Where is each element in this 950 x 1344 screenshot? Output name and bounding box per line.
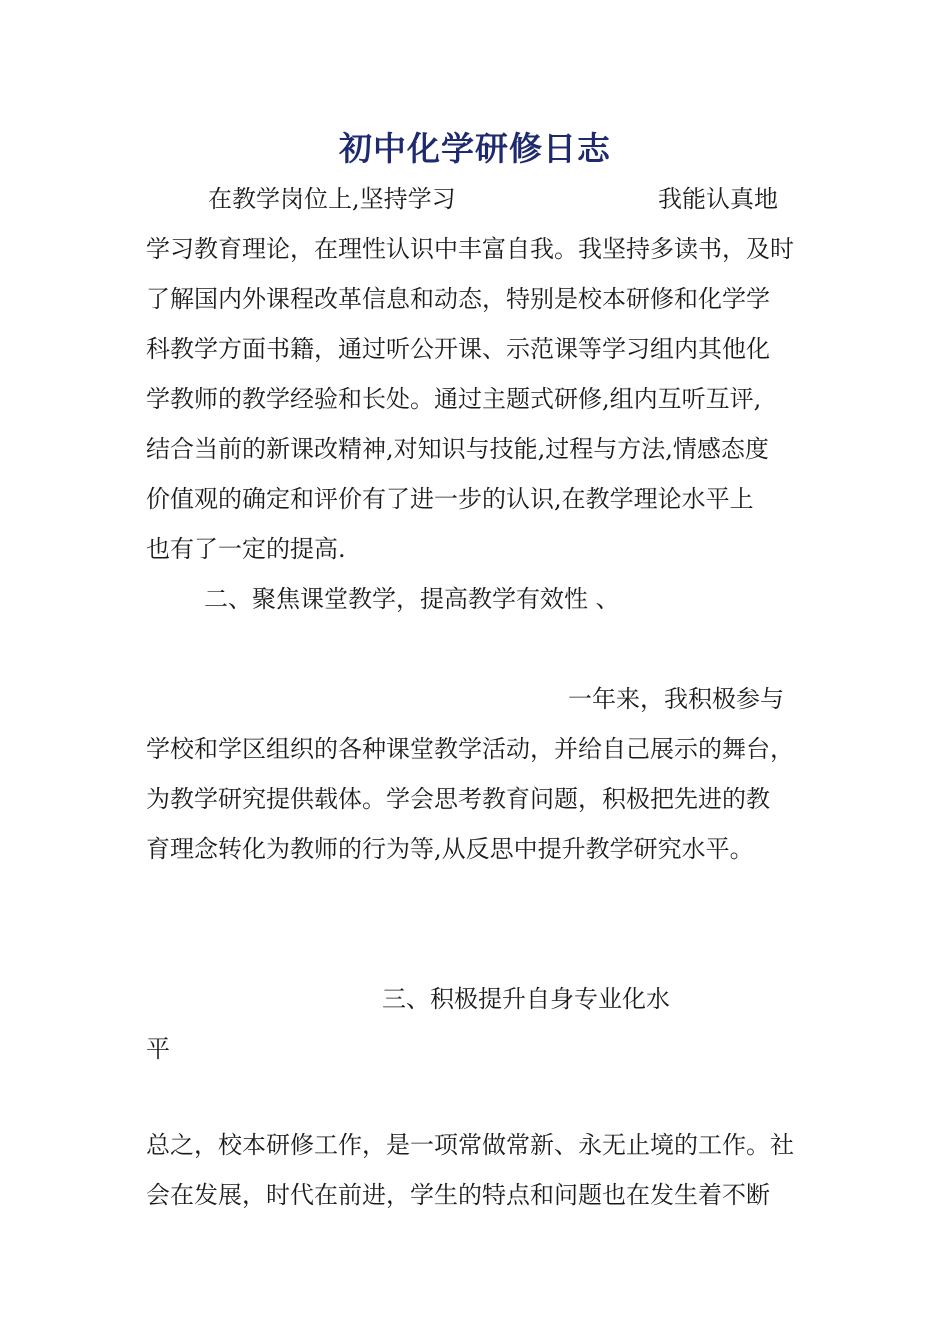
paragraph-line: 平 bbox=[146, 1035, 170, 1063]
paragraph-line: 总之，校本研修工作，是一项常做常新、永无止境的工作。社 bbox=[146, 1131, 794, 1159]
paragraph-line: 为教学研究提供载体。学会思考教育问题，积极把先进的教 bbox=[146, 785, 770, 813]
paragraph-line: 育理念转化为教师的行为等,从反思中提升教学研究水平。 bbox=[146, 835, 754, 863]
paragraph-line: 价值观的确定和评价有了进一步的认识,在教学理论水平上 bbox=[146, 485, 754, 513]
paragraph-line: 了解国内外课程改革信息和动态，特别是校本研修和化学学 bbox=[146, 285, 770, 313]
paragraph-line: 会在发展，时代在前进，学生的特点和问题也在发生着不断 bbox=[146, 1181, 770, 1209]
paragraph-line: 也有了一定的提高. bbox=[146, 535, 346, 563]
paragraph-line: 结合当前的新课改精神,对知识与技能,过程与方法,情感态度 bbox=[146, 435, 769, 463]
section-heading: 二、聚焦课堂教学，提高教学有效性 、 bbox=[204, 585, 620, 613]
paragraph-line: 科教学方面书籍，通过听公开课、示范课等学习组内其他化 bbox=[146, 335, 770, 363]
paragraph-line: 在教学岗位上,坚持学习 bbox=[208, 185, 456, 213]
section-heading: 三、积极提升自身专业化水 bbox=[382, 985, 670, 1013]
paragraph-line: 学教师的教学经验和长处。通过主题式研修,组内互听互评, bbox=[146, 385, 762, 413]
paragraph-line: 学校和学区组织的各种课堂教学活动，并给自己展示的舞台， bbox=[146, 735, 794, 763]
paragraph-line: 学习教育理论，在理性认识中丰富自我。我坚持多读书，及时 bbox=[146, 235, 794, 263]
document-title: 初中化学研修日志 bbox=[339, 129, 611, 168]
paragraph-line: 我能认真地 bbox=[658, 185, 778, 213]
paragraph-line: 一年来，我积极参与 bbox=[568, 685, 784, 713]
